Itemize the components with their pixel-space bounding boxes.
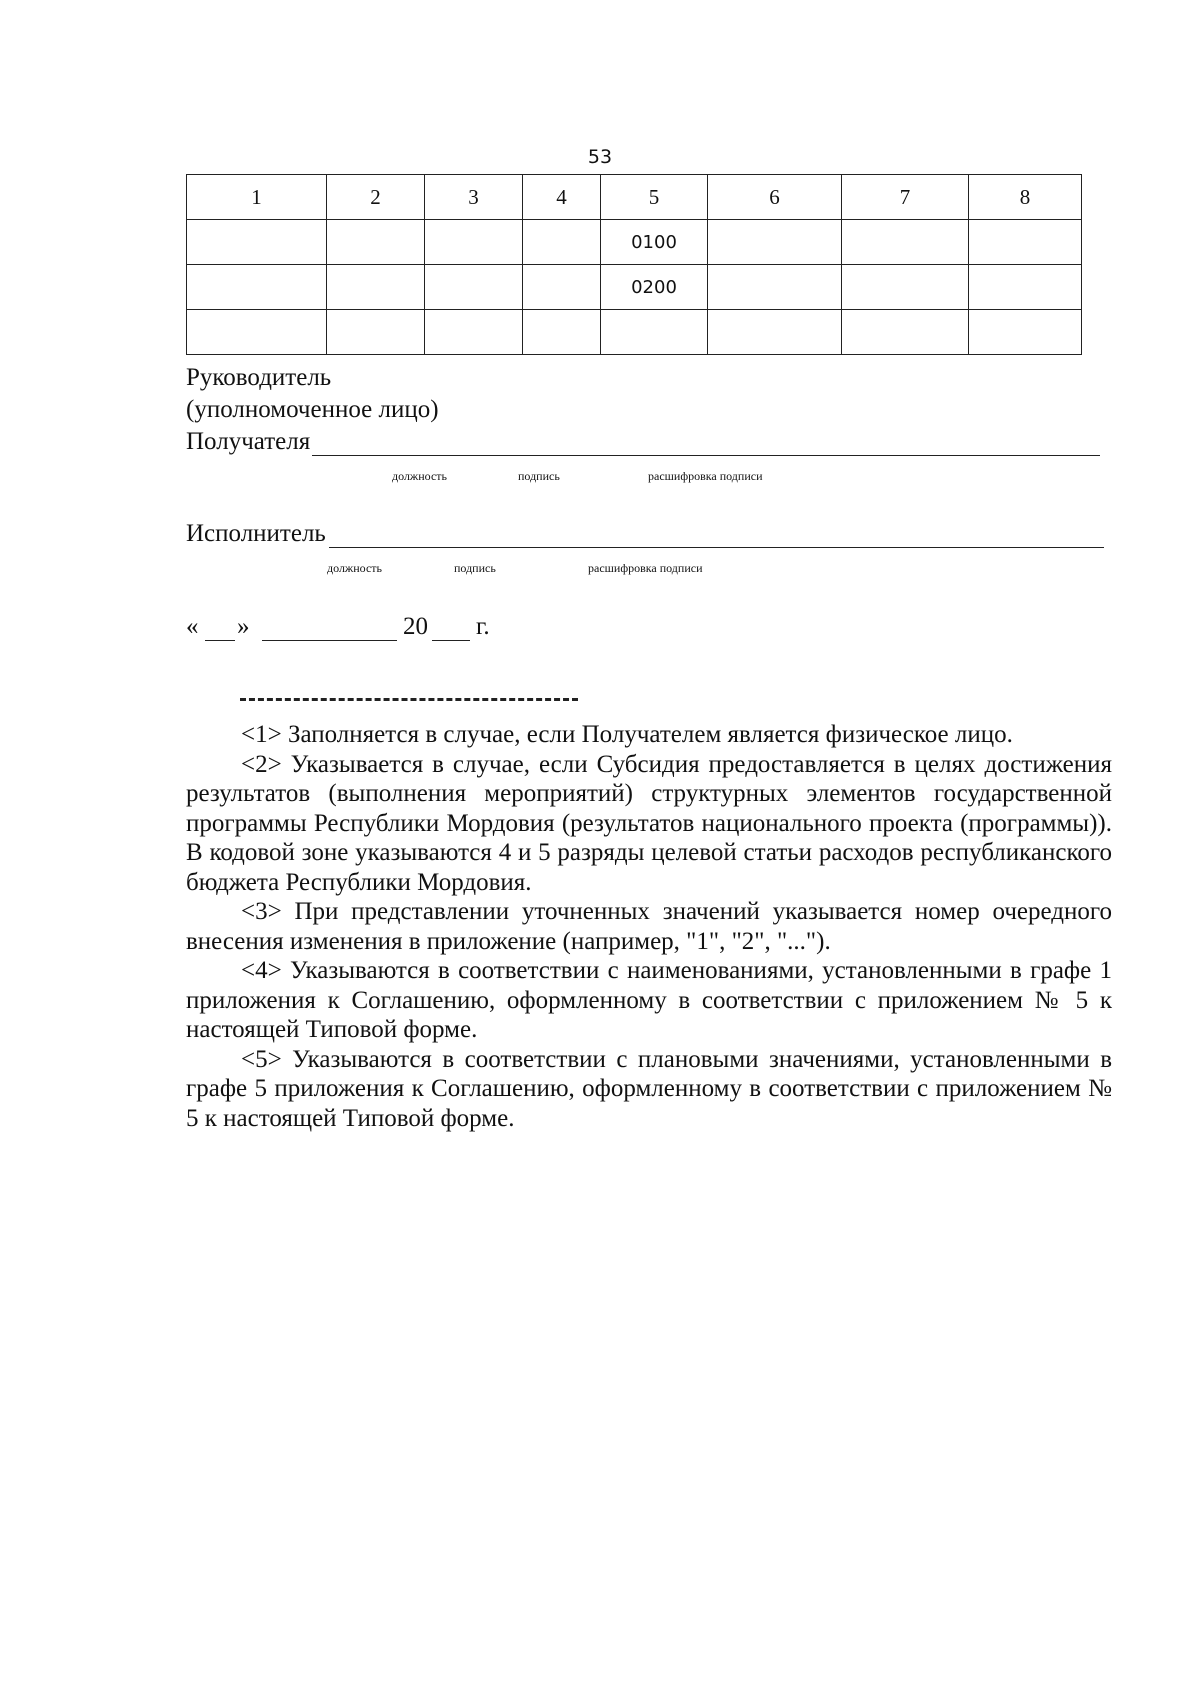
table-cell <box>969 265 1082 310</box>
footnote: <2> Указывается в случае, если Субсидия предоставляется в целях достижения результатов (выполнения мероприятий) структурных элементов государственной программы Республики Мордовия (результатов национального проекта (программы)). В кодовой зоне указываются 4 и 5 разряды целевой статьи расходов республиканского бюджета Республики Мордовия. <box>186 750 1112 896</box>
table-cell <box>523 220 601 265</box>
table-cell <box>187 220 327 265</box>
table-row <box>187 265 1082 310</box>
table-cell <box>842 310 969 355</box>
month-blank <box>262 640 397 641</box>
table-cell <box>425 220 523 265</box>
authorized-person-note: (уполномоченное лицо) <box>186 396 439 423</box>
table-cell <box>425 265 523 310</box>
table-cell-code: 0200 <box>601 265 708 310</box>
column-header: 6 <box>708 175 842 220</box>
column-header: 8 <box>969 175 1082 220</box>
table-row <box>187 220 1082 265</box>
recipient-label: Получателя <box>186 428 311 455</box>
column-header: 1 <box>187 175 327 220</box>
year-prefix: 20 <box>403 613 428 640</box>
year-suffix: г. <box>476 613 490 640</box>
table-cell <box>327 310 425 355</box>
table-cell <box>523 310 601 355</box>
footnote: <1> Заполняется в случае, если Получателем является физическое лицо. <box>241 721 1013 748</box>
table-cell <box>187 265 327 310</box>
table-cell <box>425 310 523 355</box>
footnote: <5> Указываются в соответствии с плановыми значениями, установленными в графе 5 приложения к Соглашению, оформленному в соответствии с приложением № 5 к настоящей Типовой форме. <box>186 1045 1112 1132</box>
table-cell <box>708 310 842 355</box>
caption-signature-decoding: расшифровка подписи <box>648 469 763 483</box>
caption-signature-decoding: расшифровка подписи <box>588 561 703 575</box>
executor-signature-line <box>329 547 1104 548</box>
table-cell-code: 0100 <box>601 220 708 265</box>
date-close-quote: » <box>237 613 250 640</box>
table-cell <box>969 310 1082 355</box>
table-cell <box>842 220 969 265</box>
footnotes <box>186 720 1112 1133</box>
table-cell <box>708 220 842 265</box>
head-title: Руководитель <box>186 364 332 391</box>
footnote: <3> При представлении уточненных значений указывается номер очередного внесения изменения в приложение (например, "1", "2", "..."). <box>186 898 1112 955</box>
table-cell <box>523 265 601 310</box>
recipient-signature-line <box>312 455 1100 456</box>
day-blank <box>205 640 235 641</box>
column-header: 2 <box>327 175 425 220</box>
column-header: 7 <box>842 175 969 220</box>
table-cell <box>327 220 425 265</box>
footnote-separator <box>240 698 578 701</box>
table-cell <box>969 220 1082 265</box>
table-cell <box>842 265 969 310</box>
column-header: 4 <box>523 175 601 220</box>
caption-position: должность <box>327 561 382 575</box>
table-cell <box>327 265 425 310</box>
column-header: 3 <box>425 175 523 220</box>
executor-label: Исполнитель <box>186 520 326 547</box>
date-open-quote: « <box>186 613 199 640</box>
table-cell <box>708 265 842 310</box>
caption-signature: подпись <box>454 561 496 575</box>
data-table <box>186 174 1082 355</box>
table-cell <box>187 310 327 355</box>
footnote: <4> Указываются в соответствии с наименованиями, установленными в графе 1 приложения к Соглашению, оформленному в соответствии с приложением № 5 к настоящей Типовой форме. <box>186 957 1112 1043</box>
caption-signature: подпись <box>518 469 560 483</box>
table-row <box>187 310 1082 355</box>
caption-position: должность <box>392 469 447 483</box>
column-header: 5 <box>601 175 708 220</box>
year-blank <box>432 640 470 641</box>
table-cell <box>601 310 708 355</box>
page-number: 53 <box>587 146 613 168</box>
table-header-row <box>187 175 1082 220</box>
